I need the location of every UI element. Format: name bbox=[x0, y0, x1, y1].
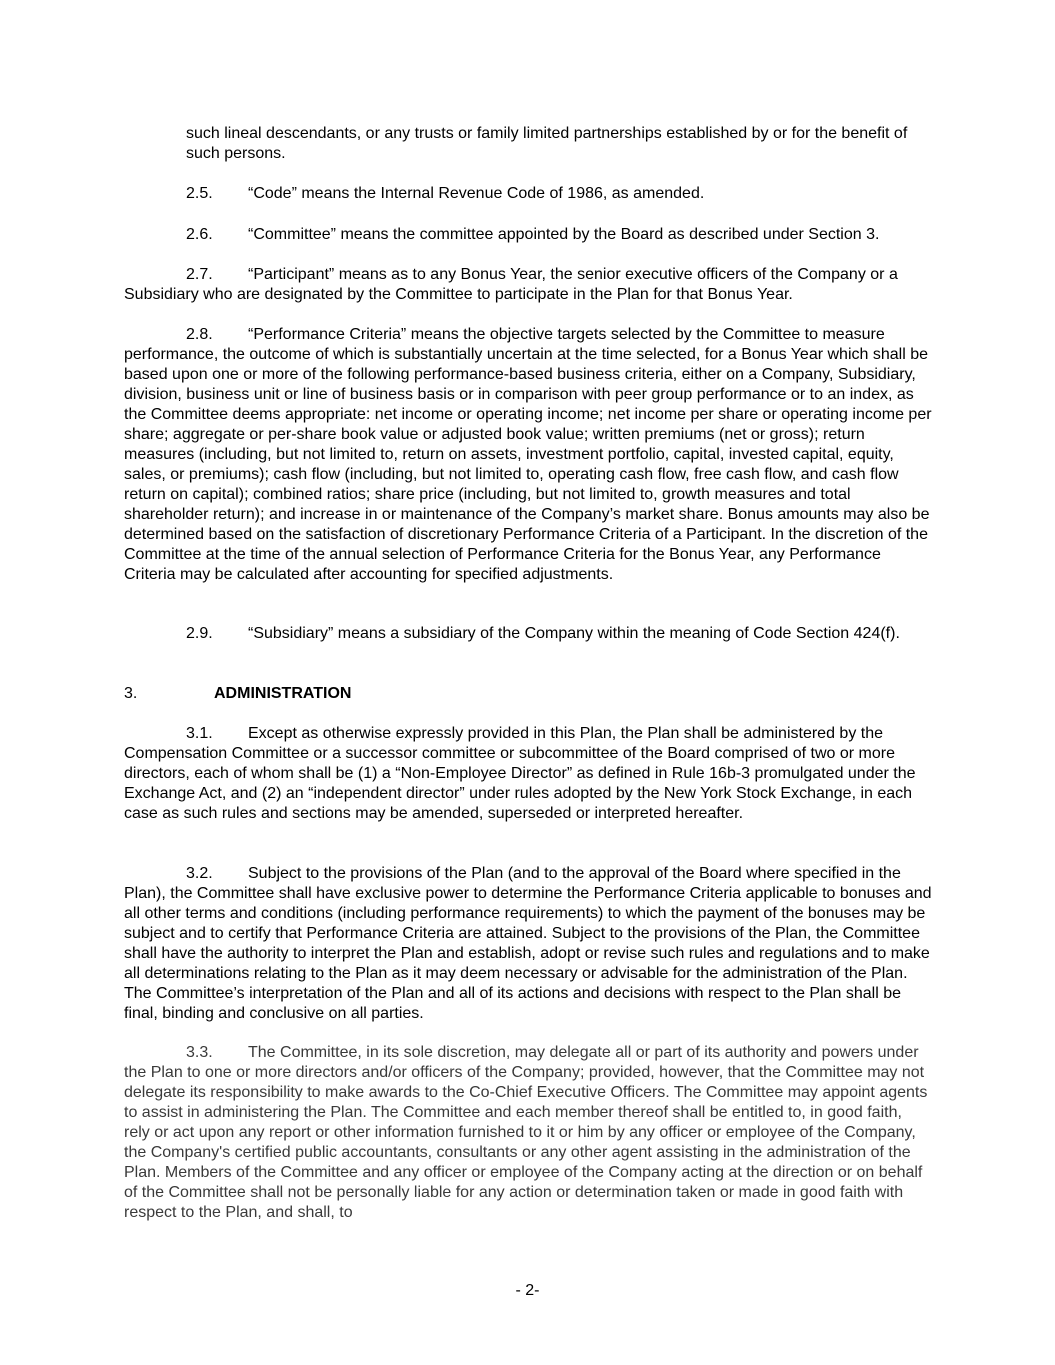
paragraph-text: The Committee, in its sole discretion, may delegate all or part of its authority and powers under the Plan to one or more directors and/or officers of the Company; provided, however, that the Committee may not delegate its responsibility to make awards to the Co-Chief Executive Officers. The Committee may appoint agents to assist in administering the Plan. The Committee and each member thereof shall be entitled to, in good faith, rely or act upon any report or other information furnished to it or him by any officer or employee of the Company, the Company's certified public accountants, consultants or any other agent assisting in the administration of the Plan. Members of the Committee and any officer or employee of the Company acting at the direction or on behalf of the Committee shall not be personally liable for any action or determination taken or made in good faith with respect to the Plan, and shall, to bbox=[124, 1044, 928, 1221]
section-number: 2.5. bbox=[186, 185, 213, 202]
section-number: 2.8. bbox=[186, 326, 213, 343]
section-number: 2.9. bbox=[186, 625, 213, 642]
section-number: 2.6. bbox=[186, 226, 213, 243]
section-title: ADMINISTRATION bbox=[214, 685, 352, 702]
paragraph-text: “Participant” means as to any Bonus Year, the senior executive officers of the Company or a Subsidiary who are designated by the Committee to participate in the Plan for that Bonus Year. bbox=[124, 266, 898, 303]
section-number: 3.3. bbox=[186, 1044, 213, 1061]
paragraph-3-3 bbox=[124, 1043, 932, 1223]
paragraph-3-2 bbox=[124, 864, 932, 1024]
page-number: - 2- bbox=[515, 1282, 540, 1299]
paragraph-2-6 bbox=[186, 225, 946, 245]
paragraph-3-1 bbox=[124, 724, 932, 824]
paragraph-text: Subject to the provisions of the Plan (and to the approval of the Board where specified in the Plan), the Committee shall have exclusive power to determine the Performance Criteria applicable to bonuses and all other terms and conditions (including performance requirements) to which the payment of the bonuses may be subject and to certify that Performance Criteria are attained. Subject to the provisions of the Plan, the Committee shall have the authority to interpret the Plan and establish, adopt or revise such rules and regulations and to make all determinations relating to the Plan as it may deem necessary or advisable for the administration of the Plan. The Committee’s interpretation of the Plan and all of its actions and decisions with respect to the Plan shall be final, binding and conclusive on all parties. bbox=[124, 865, 932, 1022]
paragraph-text: “Committee” means the committee appointed by the Board as described under Section 3. bbox=[248, 226, 880, 243]
paragraph-2-7 bbox=[124, 265, 932, 305]
paragraph-text: “Subsidiary” means a subsidiary of the Company within the meaning of Code Section 424(f). bbox=[248, 625, 900, 642]
section-number: 3.2. bbox=[186, 865, 213, 882]
paragraph-2-5 bbox=[186, 184, 932, 204]
paragraph-2-8 bbox=[124, 325, 932, 585]
section-heading-3 bbox=[124, 684, 932, 704]
section-number: 3. bbox=[124, 685, 138, 702]
paragraph-2-9 bbox=[124, 624, 932, 644]
paragraph-text: Except as otherwise expressly provided in this Plan, the Plan shall be administered by the Compensation Committee or a successor committee or subcommittee of the Board comprised of two or more directors, each of whom shall be (1) a “Non-Employee Director” as defined in Rule 16b-3 promulgated under the Exchange Act, and (2) an “independent director” under rules adopted by the New York Stock Exchange, in each case as such rules and sections may be amended, superseded or interpreted hereafter. bbox=[124, 725, 916, 822]
paragraph-text: “Performance Criteria” means the objective targets selected by the Committee to measure performance, the outcome of which is substantially uncertain at the time selected, for a Bonus Year which shall be based upon one or more of the following performance-based business criteria, either on a Company, Subsidiary, division, business unit or line of business basis or in comparison with peer group performance or to an index, as the Committee deems appropriate: net income or operating income; net income per share or operating income per share; aggregate or per-share book value or adjusted book value; written premiums (net or gross); return measures (including, but not limited to, return on assets, investment portfolio, capital, invested capital, equity, sales, or premiums); cash flow (including, but not limited to, operating cash flow, free cash flow, and cash flow return on capital); combined ratios; share price (including, but not limited to, growth measures and total shareholder return); and increase in or maintenance of the Company’s market share. Bonus amounts may also be determined based on the satisfaction of discretionary Performance Criteria of a Participant. In the discretion of the Committee at the time of the annual selection of Performance Criteria for the Bonus Year, any Performance Criteria may be calculated after accounting for specified adjustments. bbox=[124, 326, 932, 583]
paragraph-continuation bbox=[186, 124, 932, 164]
section-number: 3.1. bbox=[186, 725, 213, 742]
section-number: 2.7. bbox=[186, 266, 213, 283]
paragraph-text: such lineal descendants, or any trusts or family limited partnerships established by or for the benefit of such persons. bbox=[186, 125, 908, 162]
paragraph-text: “Code” means the Internal Revenue Code of 1986, as amended. bbox=[248, 185, 705, 202]
